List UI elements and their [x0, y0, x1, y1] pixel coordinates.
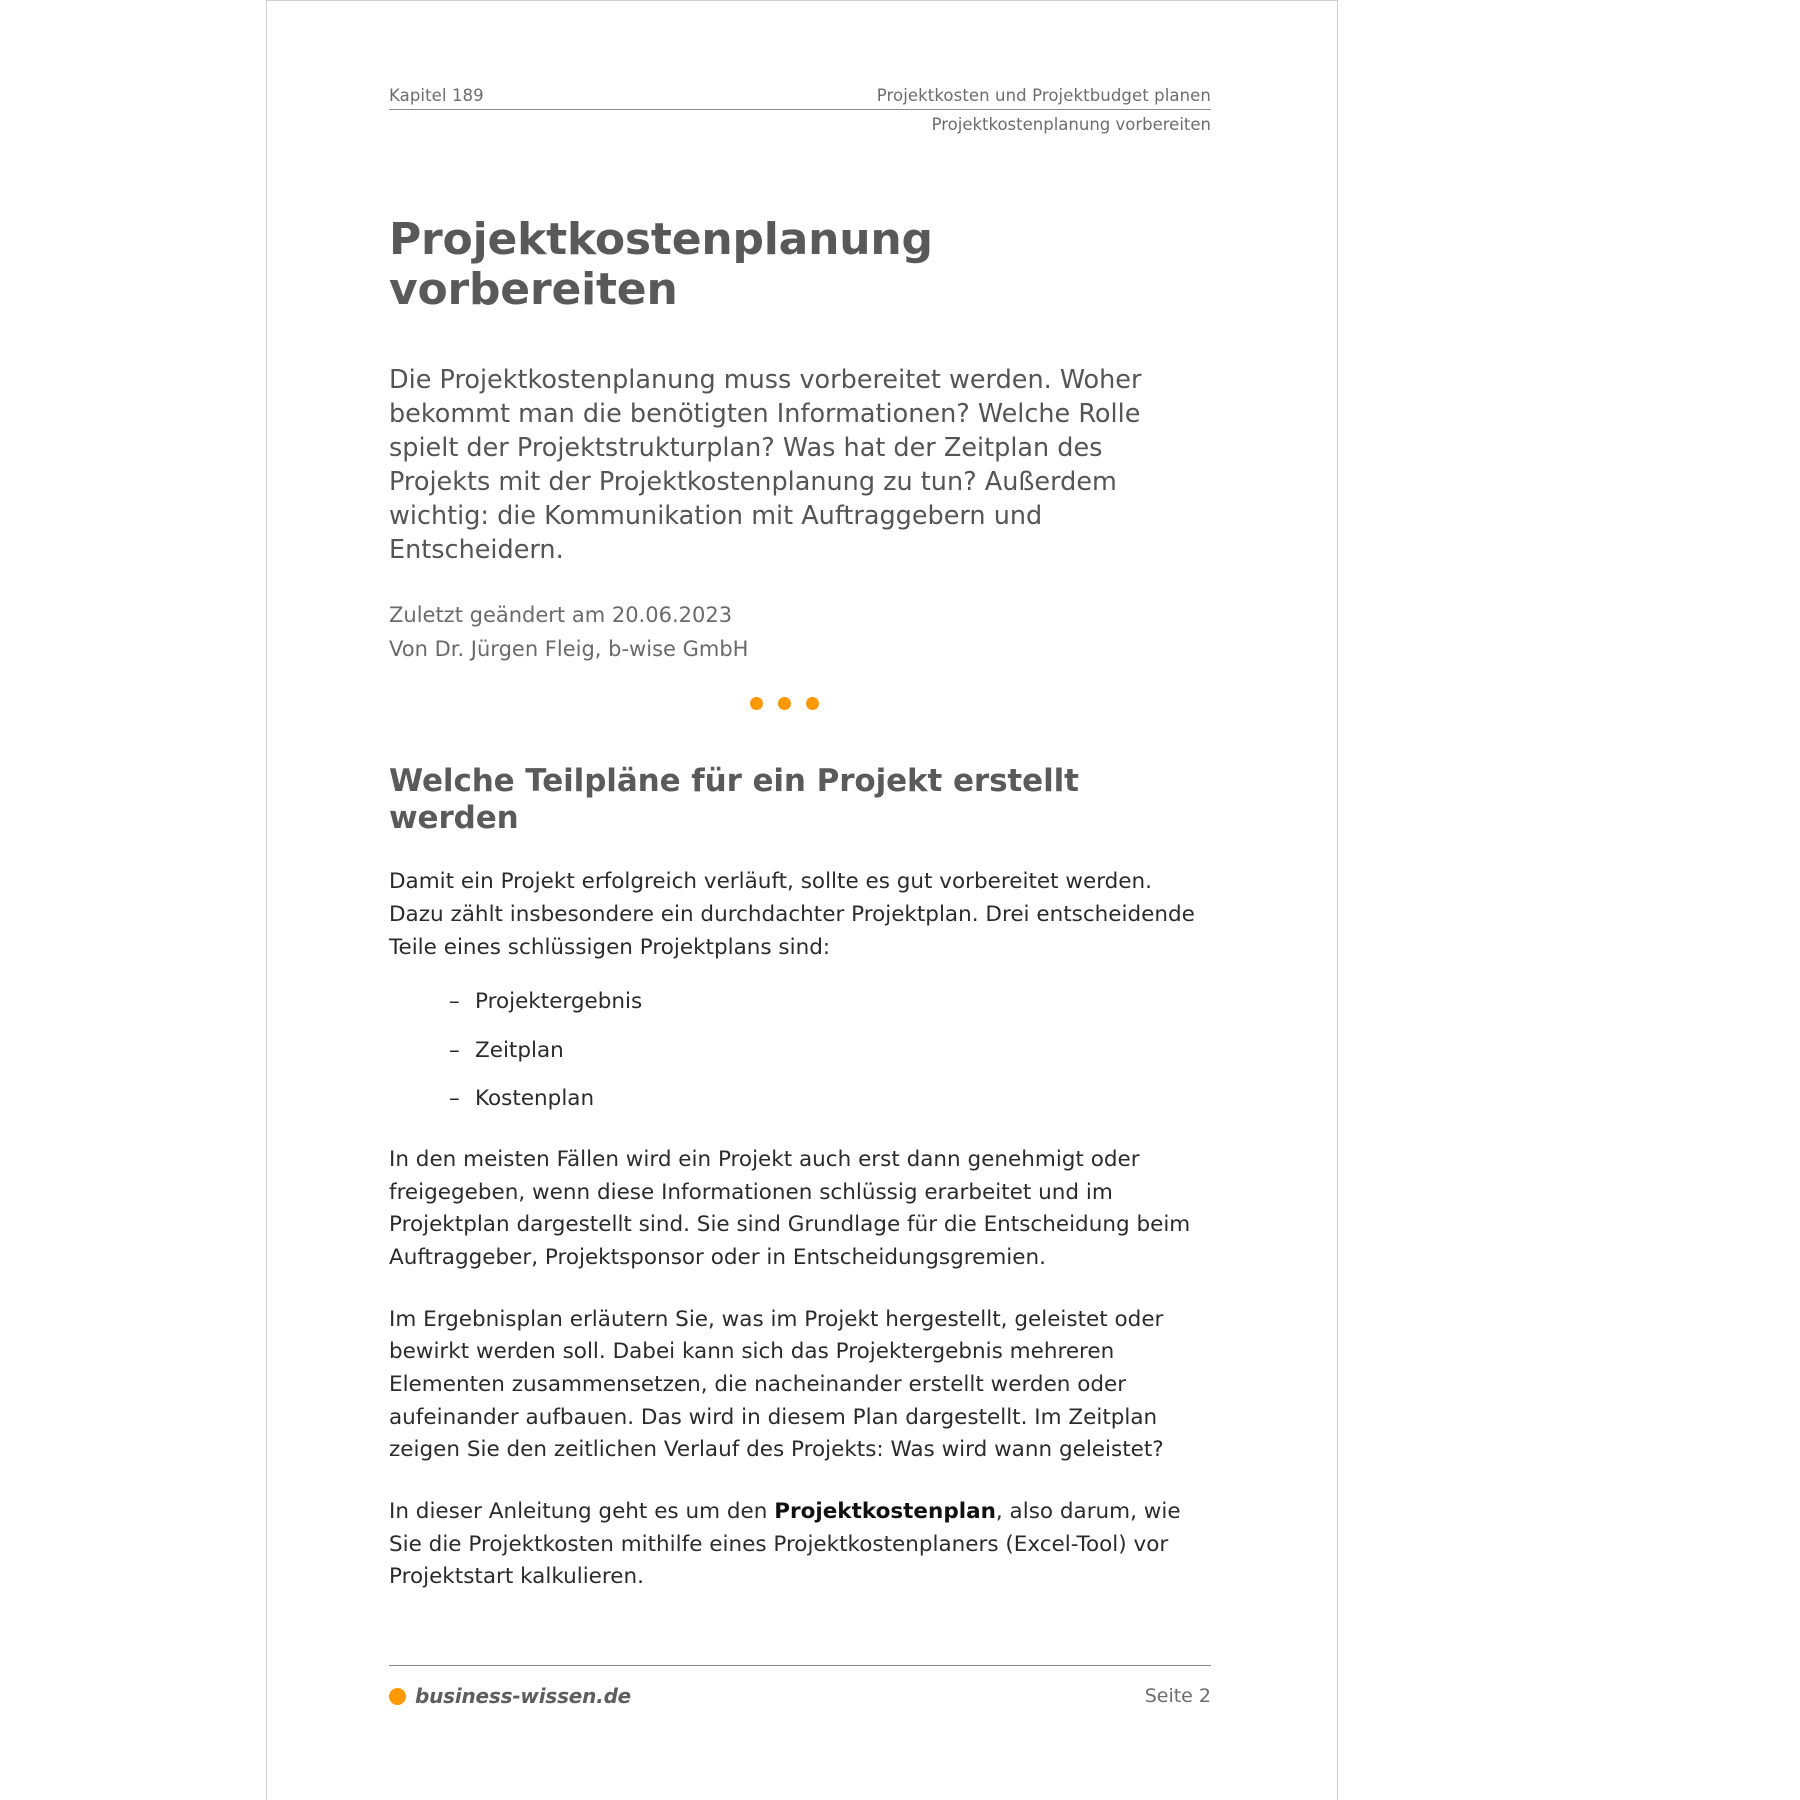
page-footer: [389, 1665, 1211, 1708]
footer-divider: [389, 1665, 1211, 1666]
section-paragraph-2: In den meisten Fällen wird ein Projekt auch erst dann genehmigt oder freigegeben, wenn diese Informationen schlüssig erarbeitet und im Projektplan dargestellt sind. Sie sind Grundlage für die Entscheidung beim Auftraggeber, Projektsponsor oder in Entscheidungsgremien.: [389, 1147, 1191, 1271]
article-author: Von Dr. Jürgen Fleig, b-wise GmbH: [389, 636, 749, 661]
list-item-label: Zeitplan: [475, 1037, 564, 1063]
page-inner: [267, 1, 1337, 1800]
brand-logo: [389, 1684, 631, 1708]
paragraph-4-text-before: In dieser Anleitung geht es um den: [389, 1499, 775, 1525]
header-book-title: Projektkosten und Projektbudget planen: [876, 86, 1211, 105]
separator-dot-icon: [778, 697, 791, 710]
teilplaene-list: [389, 986, 1211, 1115]
brand-dot-icon: [389, 1688, 406, 1705]
header-section-title: Projektkostenplanung vorbereiten: [931, 115, 1211, 135]
article-intro: Die Projektkostenplanung muss vorbereitet werden. Woher bekommt man die benötigten Informationen? Welche Rolle spielt der Projektstrukturplan? Was hat der Zeitplan des Projekts mit der Projektkostenplanung zu tun? Außerdem wichtig: die Kommunikation mit Auftraggebern und Entscheidern.: [389, 364, 1142, 565]
page-title: Projektkostenplanung vorbereiten: [389, 213, 933, 316]
list-item: [389, 1083, 1211, 1115]
document-page: [266, 0, 1338, 1800]
article-meta: [389, 598, 1211, 666]
list-item: [389, 986, 1211, 1018]
footer-row: [389, 1684, 1211, 1708]
header-divider: [389, 109, 1211, 110]
running-header: [389, 1, 1211, 137]
paragraph-4-bold-term: Projektkostenplan: [774, 1499, 996, 1525]
list-item-label: Kostenplan: [475, 1085, 595, 1111]
last-modified-date: Zuletzt geändert am 20.06.2023: [389, 602, 733, 627]
dots-separator: [389, 697, 1179, 710]
section-paragraph-3: Im Ergebnisplan erläutern Sie, was im Projekt hergestellt, geleistet oder bewirkt werden soll. Dabei kann sich das Projektergebnis mehreren Elementen zusammensetzen, die nacheinander erstellt werden oder aufeinander aufbauen. Das wird in diesem Plan dargestellt. Im Zeitplan zeigen Sie den zeitlichen Verlauf des Projekts: Was wird wann geleistet?: [389, 1306, 1164, 1463]
list-item: [389, 1035, 1211, 1067]
section-paragraph-4: [389, 1496, 1211, 1594]
paragraph-4-text-after: , also darum, wie Sie die Projektkosten mithilfe eines Projektkostenplaners (Excel-Tool) vor Projektstart kalkulieren.: [389, 1499, 1181, 1590]
separator-dot-icon: [806, 697, 819, 710]
section-paragraph-1: Damit ein Projekt erfolgreich verläuft, sollte es gut vorbereitet werden. Dazu zählt insbesondere ein durchdachter Projektplan. Drei entscheidende Teile eines schlüssigen Projektplans sind:: [389, 869, 1195, 960]
list-dash-icon: –: [449, 1037, 460, 1063]
list-item-label: Projektergebnis: [475, 989, 643, 1015]
content-column: [389, 1, 1211, 1616]
section-heading: Welche Teilpläne für ein Projekt erstellt werden: [389, 762, 1079, 837]
chapter-label: Kapitel 189: [389, 86, 484, 105]
list-dash-icon: –: [449, 989, 460, 1015]
list-dash-icon: –: [449, 1085, 460, 1111]
separator-dot-icon: [750, 697, 763, 710]
page-number: Seite 2: [1144, 1685, 1211, 1707]
brand-name: business-wissen.de: [415, 1684, 632, 1708]
running-header-row: [389, 85, 1211, 107]
